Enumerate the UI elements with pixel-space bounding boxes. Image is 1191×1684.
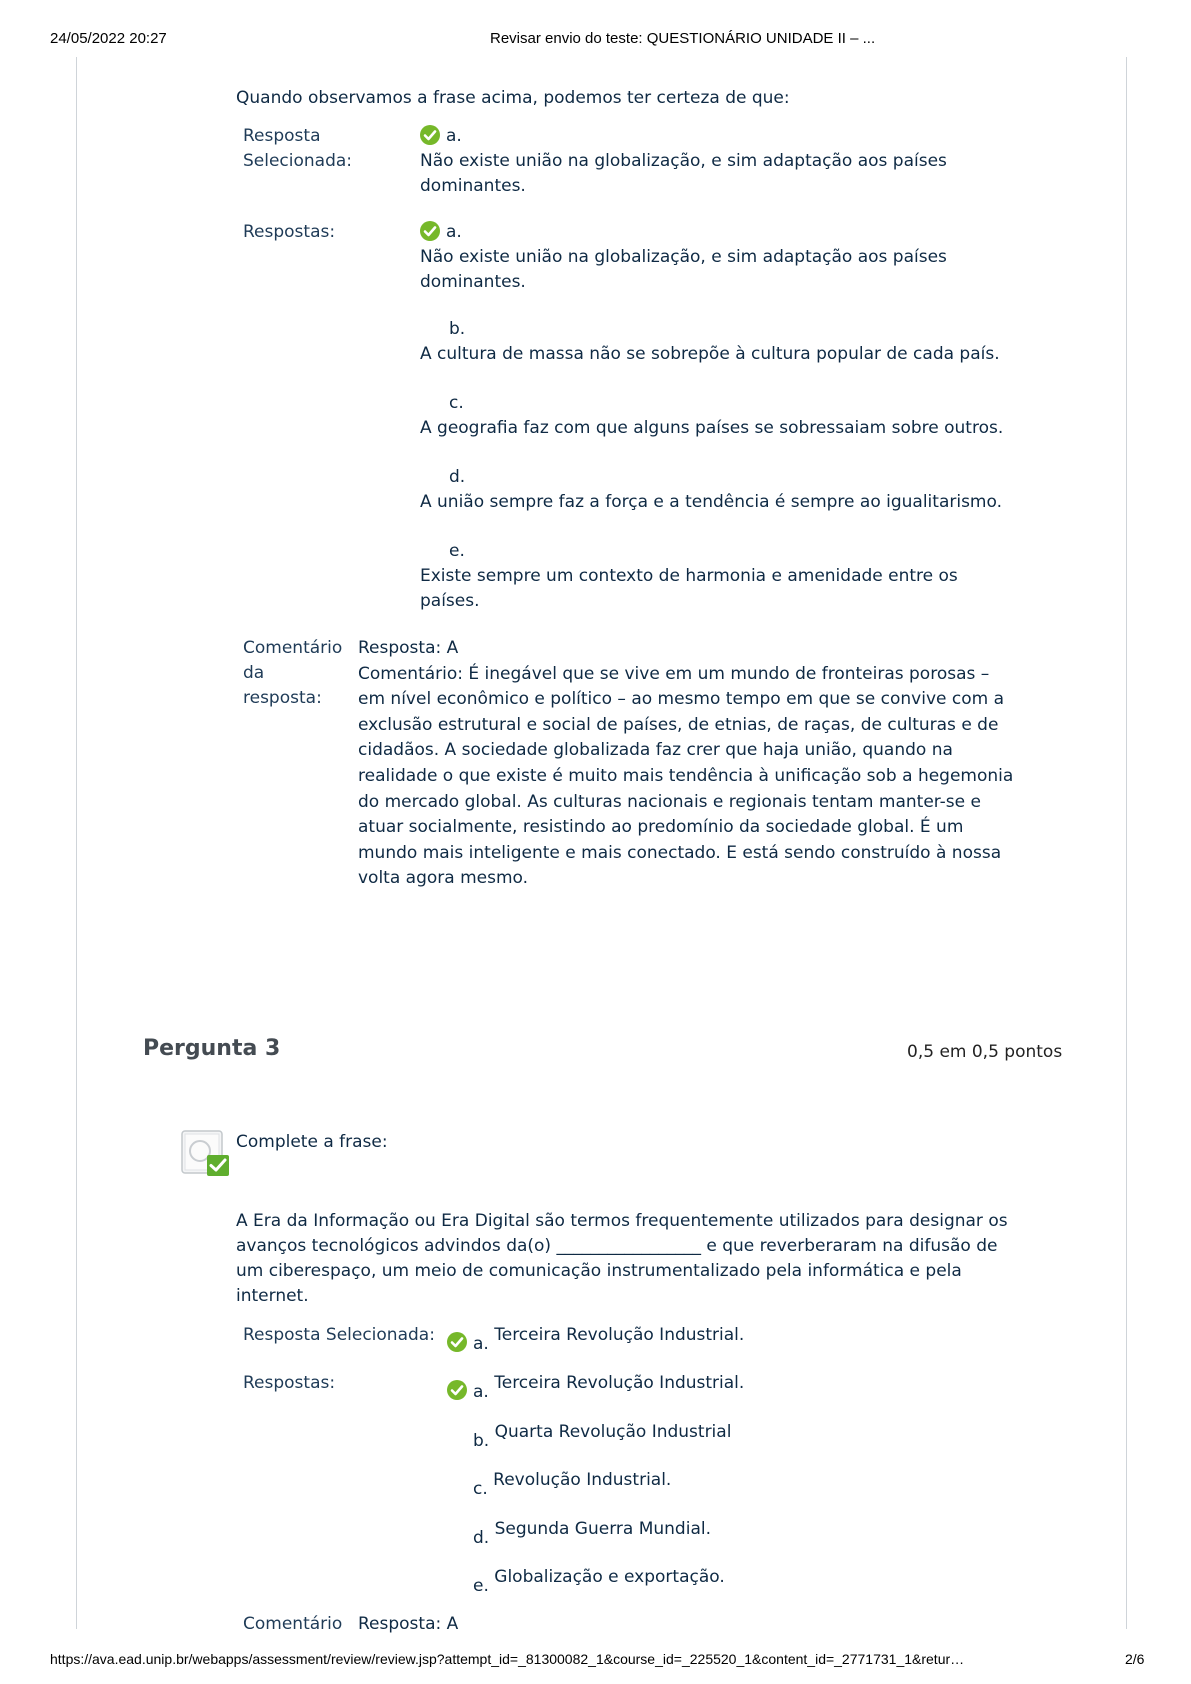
correct-check-icon [447, 1380, 467, 1400]
q3-answers-label: Respostas: [243, 1373, 336, 1393]
question-heading: Pergunta 3 [143, 1036, 281, 1061]
q2-option-e: e. Existe sempre um contexto de harmonia e amenidade entre os países. [420, 541, 958, 611]
print-datetime: 24/05/2022 20:27 [50, 30, 167, 47]
q2-option-b: b. A cultura de massa não se sobrepõe à cultura popular de cada país. [420, 319, 1000, 364]
q3-option-e: e. Globalização e exportação. [473, 1567, 725, 1596]
q3-instruction: Complete a frase: [236, 1132, 388, 1152]
q2-option-d: d. A união sempre faz a força e a tendência é sempre ao igualitarismo. [420, 467, 1002, 512]
correct-check-icon [420, 125, 440, 145]
q3-selected-label: Resposta Selecionada: [243, 1325, 435, 1345]
print-page-title: Revisar envio do teste: QUESTIONÁRIO UNIDADE II – ... [490, 30, 876, 47]
q2-comment-label: Comentário da resposta: [243, 638, 343, 708]
q2-option-c: c. A geografia faz com que alguns países se sobressaiam sobre outros. [420, 393, 1004, 438]
q3-option-d: d. Segunda Guerra Mundial. [473, 1519, 711, 1548]
q2-answers-label: Respostas: [243, 222, 336, 242]
q3-option-a: a. Terceira Revolução Industrial. [447, 1371, 744, 1405]
q2-comment-text: Resposta: A Comentário: É inegável que se vive em um mundo de fronteiras porosas – em nível econômico e político – ao mesmo tempo em que se convive com a exclusão estrutural e social de países, de etnias, de raças, de culturas e de cidadãos. A sociedade globalizada faz crer que haja união, quando na realidade o que existe é muito mais tendência à unificação sob a hegemonia do mercado global. As culturas nacionais e regionais tentam manter-se e atuar socialmente, resistindo ao predomínio da sociedade global. É um mundo mais inteligente e mais conectado. E está sendo construído à nossa volta agora mesmo. [358, 638, 1014, 889]
q3-question-text: A Era da Informação ou Era Digital são termos frequentemente utilizados para designar os avanços tecnológicos advindos da(o) _________________ e que reverberaram na difusão de um ciberespaço, um meio de comunicação instrumentalizado pela informática e pela internet. [236, 1211, 1008, 1306]
print-url: https://ava.ead.unip.br/webapps/assessment/review/review.jsp?attempt_id=_81300082_1&course_id=_225520_1&content_id=_2771731_1&retur… [50, 1651, 965, 1667]
print-page-number: 2/6 [1125, 1651, 1145, 1667]
graded-correct-icon [180, 1128, 232, 1178]
q3-comment-text: Resposta: A [358, 1614, 459, 1634]
q3-selected-answer: a. Terceira Revolução Industrial. [447, 1323, 744, 1357]
q2-prompt: Quando observamos a frase acima, podemos ter certeza de que: [236, 88, 790, 108]
q2-selected-label: Resposta Selecionada: [243, 126, 353, 171]
correct-check-icon [420, 221, 440, 241]
question-points: 0,5 em 0,5 pontos [907, 1042, 1063, 1062]
q2-selected-answer: a. Não existe união na globalização, e sim adaptação aos países dominantes. [420, 126, 947, 196]
q3-comment-label: Comentário [243, 1614, 343, 1634]
frame-left-border [76, 57, 77, 1629]
q2-option-a: a. Não existe união na globalização, e sim adaptação aos países dominantes. [420, 222, 947, 292]
q3-option-b: b. Quarta Revolução Industrial [473, 1422, 732, 1451]
correct-check-icon [447, 1332, 467, 1352]
q3-option-c: c. Revolução Industrial. [473, 1470, 672, 1499]
frame-right-border [1126, 57, 1127, 1629]
